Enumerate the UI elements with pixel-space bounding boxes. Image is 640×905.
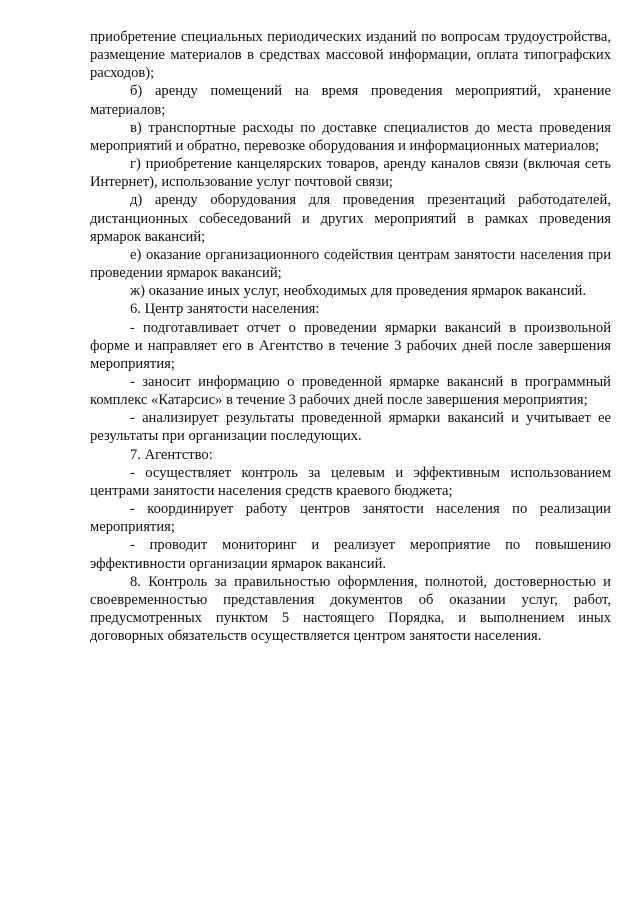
section-6-heading: 6. Центр занятости населения: xyxy=(130,301,320,318)
document-body xyxy=(90,28,611,645)
paragraph-continuation: приобретение специальных периодических изданий по вопросам трудоустройства, размещение материалов в средствах массовой информации, оплата типографских расходов); xyxy=(90,29,611,82)
section-6-bullet-3: - анализирует результаты проведенной ярмарки вакансий и учитывает ее результаты при организации последующих. xyxy=(90,410,611,445)
paragraph-item-g: г) приобретение канцелярских товаров, аренду каналов связи (включая сеть Интернет), использование услуг почтовой связи; xyxy=(90,156,611,191)
section-6-bullet-2: - заносит информацию о проведенной ярмарке вакансий в программный комплекс «Катарсис» в течение 3 рабочих дней после завершения мероприятия; xyxy=(90,373,611,409)
section-7-bullet-3: - проводит мониторинг и реализует мероприятие по повышению эффективности организации ярмарок вакансий. xyxy=(90,537,611,572)
section-6-bullet-1: - подготавливает отчет о проведении ярмарки вакансий в произвольной форме и направляет его в Агентство в течение 3 рабочих дней после завершения мероприятия; xyxy=(90,319,611,372)
section-7-heading: 7. Агентство: xyxy=(130,446,213,463)
paragraph-item-v: в) транспортные расходы по доставке специалистов до места проведения мероприятий и обратно, перевозке оборудования и информационных материалов; xyxy=(90,119,611,154)
paragraph-item-zh: ж) оказание иных услуг, необходимых для проведения ярмарок вакансий. xyxy=(130,283,587,300)
paragraph-item-b: б) аренду помещений на время проведения мероприятий, хранение материалов; xyxy=(90,83,611,118)
section-8-paragraph: 8. Контроль за правильностью оформления, полнотой, достоверностью и своевременностью представления документов об оказании услуг, работ, предусмотренных пунктом 5 настоящего Порядка, и выполнением иных договорных обязательств осуществляется центром занятости населения. xyxy=(90,573,611,645)
section-7-bullet-2: - координирует работу центров занятости населения по реализации мероприятия; xyxy=(90,501,611,536)
paragraph-item-e: е) оказание организационного содействия центрам занятости населения при проведении ярмарок вакансий; xyxy=(90,246,611,282)
section-7-bullet-1: - осуществляет контроль за целевым и эффективным использованием центрами занятости населения средств краевого бюджета; xyxy=(90,464,611,499)
paragraph-item-d: д) аренду оборудования для проведения презентаций работодателей, дистанционных собеседований и других мероприятий в рамках проведения ярмарок вакансий; xyxy=(90,192,611,245)
